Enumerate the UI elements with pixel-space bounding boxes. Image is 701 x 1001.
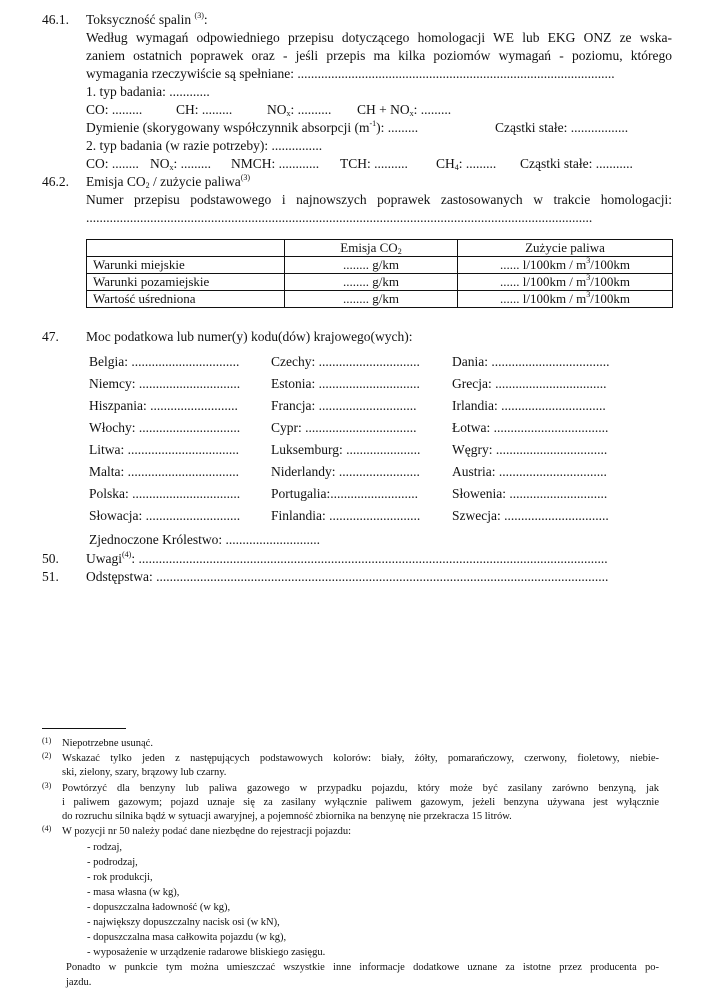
- country-malta: Malta: .................................: [89, 464, 239, 479]
- row-emission-value: ........ g/km: [285, 291, 458, 308]
- test-type-2: 2. typ badania (w razie potrzeby): ...............: [86, 138, 323, 153]
- footnote-mark-3: (3): [42, 781, 52, 790]
- section-title-tax-power: Moc podatkowa lub numer(y) kodu(dów) krajowego(wych):: [86, 329, 413, 344]
- footnote-ref: (3): [240, 173, 251, 182]
- subscript: x: [409, 109, 414, 118]
- label: Uwagi: [86, 551, 122, 566]
- label: Emisja CO: [86, 174, 146, 189]
- footnote-mark-2: (2): [42, 751, 52, 760]
- value: ...... l/100km / m: [499, 291, 587, 306]
- section-number-46-1: 46.1.: [42, 12, 69, 27]
- country-germany: Niemcy: ..............................: [89, 376, 241, 391]
- footnote-4-item: - podrodzaj,: [87, 857, 138, 868]
- unit: /100km: [590, 257, 631, 272]
- footnote-4-outro-line-2: jazdu.: [66, 977, 92, 988]
- dots: : .........: [458, 156, 497, 171]
- nox-field-1: [267, 102, 331, 118]
- row-label: Warunki miejskie: [87, 257, 285, 274]
- country-greece: Grecja: .................................: [452, 376, 607, 391]
- table-row: [87, 274, 673, 291]
- row-fuel-value: [458, 291, 673, 308]
- superscript: 3: [586, 290, 591, 299]
- section-title-exhaust-toxicity: [86, 12, 208, 28]
- title-text: Toksyczność spalin: [86, 12, 192, 27]
- country-luxembourg: Luksemburg: ......................: [271, 442, 421, 457]
- footnote-2-line-2: ski, zielony, szary, brązowy lub czarny.: [62, 767, 227, 778]
- footnote-4-item: - wyposażenie w urządzenie radarowe bliskiego zasięgu.: [87, 947, 326, 958]
- footnote-3-line-1: Powtórzyć dla benzyny lub paliwa gazowego w przypadku pojazdu, który może być zasilany zarówno benzyną, jak: [62, 783, 659, 794]
- subscript: x: [169, 163, 174, 172]
- footnote-4-item: - rok produkcji,: [87, 872, 153, 883]
- label: NO: [150, 156, 170, 171]
- row-emission-value: ........ g/km: [285, 274, 458, 291]
- emission-table: [86, 239, 673, 308]
- country-finland: Finlandia: ...........................: [271, 508, 421, 523]
- label-rest: / zużycie paliwa: [149, 174, 241, 189]
- exemptions-field: Odstępstwa: ......................................................................................................................................: [86, 569, 609, 584]
- table-row: [87, 257, 673, 274]
- footnote-4-item: - dopuszczalna masa całkowita pojazdu (w kg),: [87, 932, 287, 943]
- co-field-2: CO: ........: [86, 156, 139, 171]
- country-united-kingdom: Zjednoczone Królestwo: ............................: [89, 532, 320, 547]
- footnote-4-item: - największy dopuszczalny nacisk osi (w kN),: [87, 917, 280, 928]
- co-field-1: CO: .........: [86, 102, 143, 117]
- table-header-co2: [285, 240, 458, 257]
- unit: /100km: [590, 274, 631, 289]
- country-italy: Włochy: ..............................: [89, 420, 241, 435]
- country-ireland: Irlandia: ...............................: [452, 398, 606, 413]
- table-row: [87, 291, 673, 308]
- footnote-3-line-2: i paliwem gazowym; pojazd uznaje się za zasilany wyłącznie paliwem gazowym, jeżeli benzyna używana jest wyłącznie: [62, 797, 659, 808]
- footnote-4-item: - rodzaj,: [87, 842, 122, 853]
- section-number-46-2: 46.2.: [42, 174, 69, 189]
- country-lithuania: Litwa: .................................: [89, 442, 239, 457]
- section-number-51: 51.: [42, 569, 59, 584]
- superscript: -1: [369, 119, 377, 128]
- footnote-3-line-3: do rozruchu silnika bądź w sytuacji awaryjnej, a pojemność zbiornika na benzynę nie przekracza 15 litrów.: [62, 811, 512, 822]
- value: ...... l/100km / m: [499, 257, 587, 272]
- label: CH: [436, 156, 455, 171]
- footnote-1: Niepotrzebne usunąć.: [62, 738, 153, 749]
- unit: /100km: [590, 291, 631, 306]
- test-type-1: 1. typ badania: ............: [86, 84, 210, 99]
- country-belgium: Belgia: ................................: [89, 354, 240, 369]
- country-hungary: Węgry: .................................: [452, 442, 608, 457]
- smoke-field: [86, 120, 418, 136]
- country-sweden: Szwecja: ...............................: [452, 508, 609, 523]
- requirements-line-1: Według wymagań odpowiedniego przepisu dotyczącego homologacji WE lub EKG ONZ ze wska-: [86, 30, 672, 45]
- country-poland: Polska: ................................: [89, 486, 241, 501]
- country-slovenia: Słowenia: .............................: [452, 486, 608, 501]
- table-header-empty: [87, 240, 285, 257]
- subscript: 4: [454, 163, 459, 172]
- subscript: 2: [397, 247, 402, 256]
- country-denmark: Dania: ...................................: [452, 354, 610, 369]
- table-header-fuel: Zużycie paliwa: [458, 240, 673, 257]
- label: CH + NO: [357, 102, 410, 117]
- footnote-4-item: - dopuszczalna ładowność (w kg),: [87, 902, 231, 913]
- label: Emisja CO: [340, 240, 398, 255]
- remarks-field: [86, 551, 608, 567]
- ch-field-1: CH: .........: [176, 102, 233, 117]
- subscript: x: [286, 109, 291, 118]
- country-estonia: Estonia: ..............................: [271, 376, 420, 391]
- dots: : ...........................................................................................................................................: [131, 551, 608, 566]
- section-number-50: 50.: [42, 551, 59, 566]
- table-header-row: [87, 240, 673, 257]
- country-netherlands: Niderlandy: ........................: [271, 464, 420, 479]
- colon: :: [203, 12, 208, 27]
- label: Dymienie (skorygowany współczynnik absorpcji (m: [86, 120, 370, 135]
- country-czechia: Czechy: ..............................: [271, 354, 420, 369]
- footnote-mark-1: (1): [42, 736, 52, 745]
- section-number-47: 47.: [42, 329, 59, 344]
- particulates-field-2: Cząstki stałe: ...........: [520, 156, 633, 171]
- footnote-ref: (3): [194, 11, 204, 20]
- country-slovakia: Słowacja: ............................: [89, 508, 241, 523]
- dots: : .........: [173, 156, 212, 171]
- label: NO: [267, 102, 287, 117]
- row-emission-value: ........ g/km: [285, 257, 458, 274]
- row-fuel-value: [458, 274, 673, 291]
- footnote-4-item: - masa własna (w kg),: [87, 887, 180, 898]
- ch-nox-field-1: [357, 102, 451, 118]
- row-label: Warunki pozamiejskie: [87, 274, 285, 291]
- footnote-mark-4: (4): [42, 824, 52, 833]
- superscript: 3: [586, 256, 591, 265]
- footnote-2-line-1: Wskazać tylko jeden z następujących podstawowych kolorów: biały, żółty, pomarańczowy, czerwony, fioletowy, niebie-: [62, 753, 659, 764]
- country-portugal: Portugalia:..........................: [271, 486, 418, 501]
- footnote-ref: (4): [122, 550, 132, 559]
- dots: ): .........: [376, 120, 419, 135]
- section-title-co2-emission: [86, 174, 250, 190]
- superscript: 3: [586, 273, 591, 282]
- country-latvia: Łotwa: ..................................: [452, 420, 609, 435]
- country-cyprus: Cypr: .................................: [271, 420, 417, 435]
- regulation-number-line: Numer przepisu podstawowego i najnowszych poprawek zastosowanych w trakcie homologacji:: [86, 192, 672, 207]
- row-label: Wartość uśredniona: [87, 291, 285, 308]
- regulation-number-dots: ......................................................................................................................................................: [86, 210, 593, 225]
- footnote-4-outro-line-1: Ponadto w punkcie tym można umieszczać wszystkie inne informacje dodatkowe uznane za istotne przez producenta po-: [66, 962, 659, 973]
- row-fuel-value: [458, 257, 673, 274]
- requirements-line-3: wymagania rzeczywiście są spełniane: ..............................................................................................: [86, 66, 615, 81]
- subscript: 2: [145, 181, 150, 190]
- tch-field: TCH: ..........: [340, 156, 408, 171]
- particulates-field-1: Cząstki stałe: .................: [495, 120, 629, 135]
- requirements-line-2: zaniem ostatnich poprawek oraz - jeśli przepis ma kilka poziomów wymagań - poziomu, którego: [86, 48, 672, 63]
- country-austria: Austria: ................................: [452, 464, 607, 479]
- value: ...... l/100km / m: [499, 274, 587, 289]
- nmch-field: NMCH: ............: [231, 156, 320, 171]
- dots: : .........: [413, 102, 452, 117]
- nox-field-2: [150, 156, 211, 172]
- country-france: Francja: .............................: [271, 398, 417, 413]
- footnote-4-intro: W pozycji nr 50 należy podać dane niezbędne do rejestracji pojazdu:: [62, 826, 352, 837]
- country-spain: Hiszpania: ..........................: [89, 398, 238, 413]
- dots: : ..........: [290, 102, 332, 117]
- footnote-separator: [42, 728, 126, 729]
- ch4-field: [436, 156, 496, 172]
